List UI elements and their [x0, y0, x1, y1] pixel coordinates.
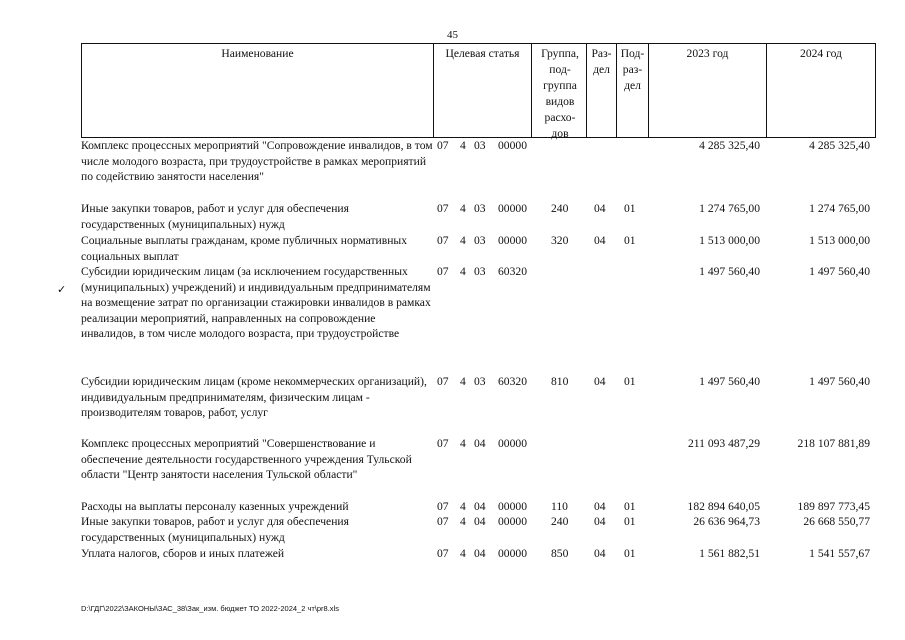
row-code-b: 4 [460, 437, 466, 450]
row-2023: 1 497 560,40 [699, 375, 760, 388]
row-code-a: 07 [437, 437, 449, 450]
row-2024: 1 513 000,00 [809, 234, 870, 247]
row-2023: 1 561 882,51 [699, 547, 760, 560]
row-code-d: 00000 [498, 139, 527, 152]
row-code-c: 04 [474, 547, 486, 560]
row-code-b: 4 [460, 202, 466, 215]
row-code-d: 60320 [498, 265, 527, 278]
row-code-c: 04 [474, 515, 486, 528]
file-path-footer: D:\ГДГ\2022\ЗАКОНЫ\ЗАС_38\Зак_изм. бюджет ТО 2022-2024_2 чт\pr8.xls [81, 604, 339, 613]
row-name: Субсидии юридическим лицам (кроме некоммерческих организаций), индивидуальным предпринимателям, физическим лицам - производителям товаров, работ, услуг [81, 375, 427, 419]
row-code-b: 4 [460, 234, 466, 247]
row-subsection: 01 [624, 515, 636, 528]
row-code-a: 07 [437, 265, 449, 278]
row-2023: 1 513 000,00 [699, 234, 760, 247]
row-code-a: 07 [437, 139, 449, 152]
page-number: 45 [447, 29, 458, 41]
row-2024: 1 497 560,40 [809, 265, 870, 278]
header-2024: 2024 год [800, 47, 842, 60]
row-section: 04 [594, 547, 606, 560]
header-section: Раз- дел [591, 47, 612, 76]
row-2023: 1 274 765,00 [699, 202, 760, 215]
row-subsection: 01 [624, 547, 636, 560]
col-border [531, 44, 532, 138]
row-code-c: 04 [474, 437, 486, 450]
row-code-b: 4 [460, 265, 466, 278]
row-code-b: 4 [460, 375, 466, 388]
row-2023: 1 497 560,40 [699, 265, 760, 278]
row-name: Иные закупки товаров, работ и услуг для обеспечения государственных (муниципальных) нужд [81, 515, 349, 544]
row-name: Расходы на выплаты персоналу казенных учреждений [81, 500, 349, 513]
table-top-border [81, 43, 876, 44]
row-code-b: 4 [460, 139, 466, 152]
row-code-c: 03 [474, 234, 486, 247]
row-name: Иные закупки товаров, работ и услуг для обеспечения государственных (муниципальных) нужд [81, 202, 349, 231]
row-code-c: 03 [474, 375, 486, 388]
row-2024: 1 541 557,67 [809, 547, 870, 560]
row-2023: 26 636 964,73 [693, 515, 760, 528]
row-name: Комплекс процессных мероприятий "Совершенствование и обеспечение деятельности государственного учреждения Тульской области "Центр занятости населения Тульской области" [81, 437, 412, 481]
row-2024: 4 285 325,40 [809, 139, 870, 152]
row-name: Комплекс процессных мероприятий "Сопровождение инвалидов, в том числе молодого возраста, при трудоустройстве в рамках мероприятий по содействию занятости населения" [81, 139, 433, 183]
row-name: Уплата налогов, сборов и иных платежей [81, 547, 285, 560]
row-2024: 218 107 881,89 [797, 437, 870, 450]
row-code-a: 07 [437, 202, 449, 215]
row-code-d: 00000 [498, 500, 527, 513]
row-section: 04 [594, 234, 606, 247]
row-group: 110 [551, 500, 568, 513]
row-code-a: 07 [437, 375, 449, 388]
row-code-c: 03 [474, 139, 486, 152]
row-group: 240 [551, 202, 569, 215]
row-code-a: 07 [437, 234, 449, 247]
header-subsection: Под- раз- дел [620, 47, 645, 92]
row-code-a: 07 [437, 515, 449, 528]
row-2024: 1 274 765,00 [809, 202, 870, 215]
row-code-d: 00000 [498, 437, 527, 450]
row-2023: 182 894 640,05 [687, 500, 760, 513]
row-section: 04 [594, 202, 606, 215]
row-code-c: 04 [474, 500, 486, 513]
row-code-b: 4 [460, 515, 466, 528]
row-code-b: 4 [460, 547, 466, 560]
row-code-a: 07 [437, 500, 449, 513]
row-subsection: 01 [624, 234, 636, 247]
header-name: Наименование [221, 47, 294, 60]
row-code-a: 07 [437, 547, 449, 560]
row-code-d: 00000 [498, 202, 527, 215]
row-group: 320 [551, 234, 569, 247]
row-name: Субсидии юридическим лицам (за исключением государственных (муниципальных) учреждений) и индивидуальным предпринимателям на возмещение затрат по организации стажировки инвалидов в рамках реализации мероприятий, направленных на сопровождение инвалидов, в том числе молодого возраста, при трудоустройстве [81, 265, 431, 340]
row-section: 04 [594, 515, 606, 528]
row-2023: 211 093 487,29 [687, 437, 760, 450]
margin-check-mark: ✓ [57, 284, 67, 296]
row-group: 240 [551, 515, 569, 528]
row-name: Социальные выплаты гражданам, кроме публичных нормативных социальных выплат [81, 234, 408, 263]
row-code-c: 03 [474, 265, 486, 278]
header-group: Группа, под- группа видов расхо- дов [541, 47, 579, 140]
header-target: Целевая статья [445, 47, 520, 60]
row-section: 04 [594, 375, 606, 388]
header-2023: 2023 год [686, 47, 729, 60]
row-2023: 4 285 325,40 [699, 139, 760, 152]
row-code-d: 60320 [498, 375, 527, 388]
row-code-b: 4 [460, 500, 466, 513]
row-code-c: 03 [474, 202, 486, 215]
row-2024: 189 897 773,45 [797, 500, 870, 513]
row-code-d: 00000 [498, 234, 527, 247]
row-subsection: 01 [624, 500, 636, 513]
row-subsection: 01 [624, 375, 636, 388]
row-group: 810 [551, 375, 569, 388]
row-subsection: 01 [624, 202, 636, 215]
row-code-d: 00000 [498, 515, 527, 528]
row-2024: 26 668 550,77 [803, 515, 870, 528]
row-section: 04 [594, 500, 606, 513]
row-2024: 1 497 560,40 [809, 375, 870, 388]
row-group: 850 [551, 547, 569, 560]
row-code-d: 00000 [498, 547, 527, 560]
col-border [875, 44, 876, 138]
